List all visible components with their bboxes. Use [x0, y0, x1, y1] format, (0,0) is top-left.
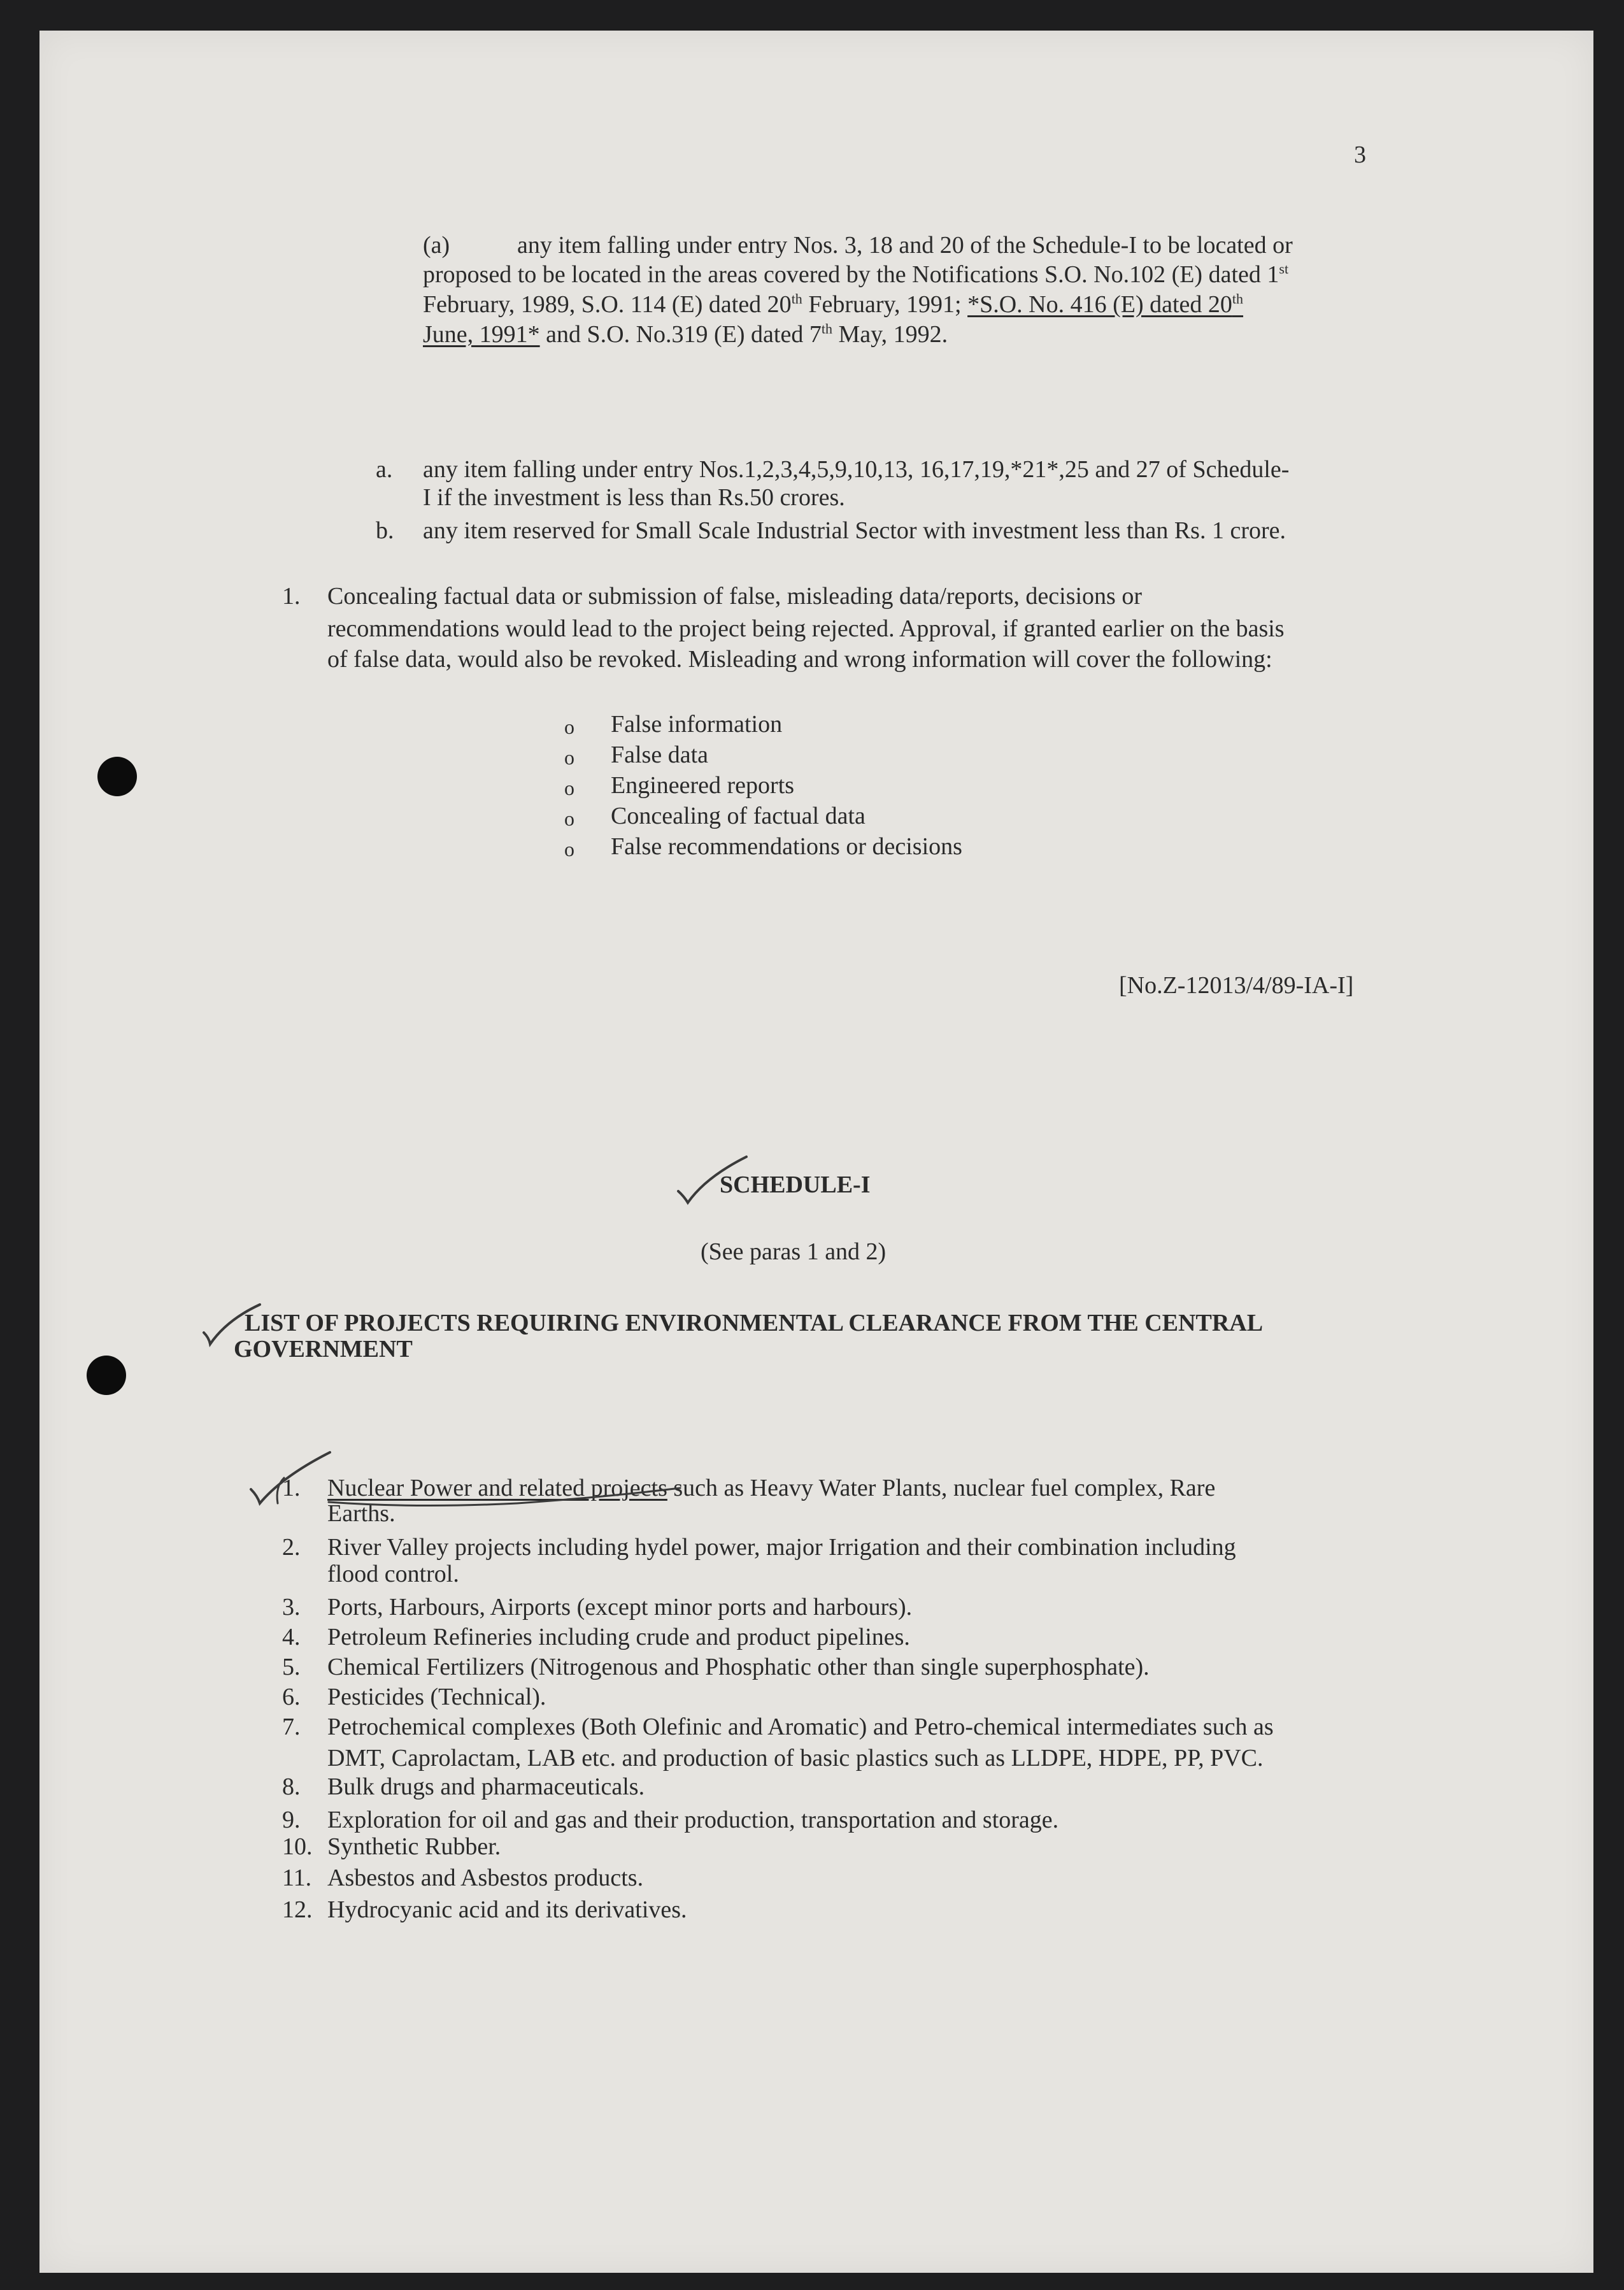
project-marker: 4. — [282, 1624, 301, 1650]
project-item: Synthetic Rubber. — [327, 1833, 501, 1860]
project-marker: 10. — [282, 1833, 313, 1860]
item-1-line-1: Concealing factual data or submission of false, misleading data/reports, decisions or — [327, 583, 1142, 610]
bullet-item: Concealing of factual data — [611, 803, 865, 829]
sub-item-a-marker: a. — [376, 456, 393, 483]
project-item: Nuclear Power and related projects such as Heavy Water Plants, nuclear fuel complex, Rare — [327, 1475, 1216, 1501]
item-1-marker: 1. — [282, 583, 301, 610]
project-item: Asbestos and Asbestos products. — [327, 1864, 644, 1891]
list-heading-line-1: LIST OF PROJECTS REQUIRING ENVIRONMENTAL CLEARANCE FROM THE CENTRAL — [245, 1310, 1264, 1336]
project-item-cont: DMT, Caprolactam, LAB etc. and production of basic plastics such as LLDPE, HDPE, PP, PVC. — [327, 1745, 1264, 1771]
sub-item-a-line-1: any item falling under entry Nos.1,2,3,4,5,9,10,13, 16,17,19,*21*,25 and 27 of Schedule- — [423, 456, 1290, 483]
pen-underline-project-1-icon — [326, 1484, 683, 1510]
checkmark-project-1-icon — [247, 1445, 336, 1508]
sub-item-b-line-1: any item reserved for Small Scale Industrial Sector with investment less than Rs. 1 crore. — [423, 517, 1286, 544]
reference-number: [No.Z-12013/4/89-IA-I] — [1119, 972, 1354, 999]
schedule-subtitle: (See paras 1 and 2) — [701, 1238, 887, 1265]
bullet-marker: o — [564, 776, 574, 799]
item-1-line-3: of false data, would also be revoked. Misleading and wrong information will cover the following: — [327, 646, 1272, 673]
bullet-item: False recommendations or decisions — [611, 833, 962, 860]
bullet-marker: o — [564, 715, 574, 738]
item-1-line-2: recommendations would lead to the project being rejected. Approval, if granted earlier on the basis — [327, 615, 1285, 642]
bullet-item: False data — [611, 741, 709, 768]
list-heading-line-2: GOVERNMENT — [234, 1336, 413, 1363]
project-item: Exploration for oil and gas and their production, transportation and storage. — [327, 1807, 1059, 1833]
bullet-marker: o — [564, 838, 574, 861]
para-a-line-1: any item falling under entry Nos. 3, 18 and 20 of the Schedule-I to be located or — [517, 232, 1293, 259]
document-page — [39, 31, 1593, 2273]
project-item-cont: flood control. — [327, 1561, 459, 1587]
project-marker: 7. — [282, 1714, 301, 1740]
page-number: 3 — [1354, 141, 1366, 168]
punch-hole-lower — [87, 1356, 126, 1395]
bullet-item: Engineered reports — [611, 772, 795, 799]
project-marker: 2. — [282, 1534, 301, 1561]
project-marker: 11. — [282, 1864, 312, 1891]
project-marker: 9. — [282, 1807, 301, 1833]
project-item: Chemical Fertilizers (Nitrogenous and Phosphatic other than single superphosphate). — [327, 1654, 1150, 1680]
schedule-title: SCHEDULE-I — [720, 1171, 871, 1198]
project-marker: 12. — [282, 1896, 313, 1923]
project-item-cont: Earths. — [327, 1500, 395, 1527]
project-item: Pesticides (Technical). — [327, 1684, 546, 1710]
project-item: Petrochemical complexes (Both Olefinic and Aromatic) and Petro-chemical intermediates such as — [327, 1714, 1274, 1740]
para-a-line-4: June, 1991* and S.O. No.319 (E) dated 7th May, 1992. — [423, 320, 948, 348]
para-a-line-3: February, 1989, S.O. 114 (E) dated 20th February, 1991; *S.O. No. 416 (E) dated 20th — [423, 290, 1244, 318]
project-marker: 3. — [282, 1594, 301, 1621]
checkmark-schedule-title-icon — [675, 1152, 751, 1209]
project-marker: 6. — [282, 1684, 301, 1710]
sub-item-a-line-2: I if the investment is less than Rs.50 crores. — [423, 484, 845, 511]
checkmark-list-heading-icon — [201, 1298, 265, 1349]
project-item: Petroleum Refineries including crude and product pipelines. — [327, 1624, 910, 1650]
sub-item-b-marker: b. — [376, 517, 394, 544]
bullet-marker: o — [564, 807, 574, 830]
project-item: Hydrocyanic acid and its derivatives. — [327, 1896, 687, 1923]
project-marker: 1. — [282, 1475, 301, 1501]
project-item: River Valley projects including hydel power, major Irrigation and their combination including — [327, 1534, 1236, 1561]
project-marker: 5. — [282, 1654, 301, 1680]
para-a-marker: (a) — [423, 232, 450, 259]
para-a-line-2: proposed to be located in the areas covered by the Notifications S.O. No.102 (E) dated 1st — [423, 261, 1289, 288]
project-marker: 8. — [282, 1773, 301, 1800]
project-item: Ports, Harbours, Airports (except minor ports and harbours). — [327, 1594, 913, 1621]
project-item: Bulk drugs and pharmaceuticals. — [327, 1773, 645, 1800]
bullet-item: False information — [611, 711, 783, 738]
punch-hole-upper — [97, 757, 137, 796]
bullet-marker: o — [564, 746, 574, 769]
